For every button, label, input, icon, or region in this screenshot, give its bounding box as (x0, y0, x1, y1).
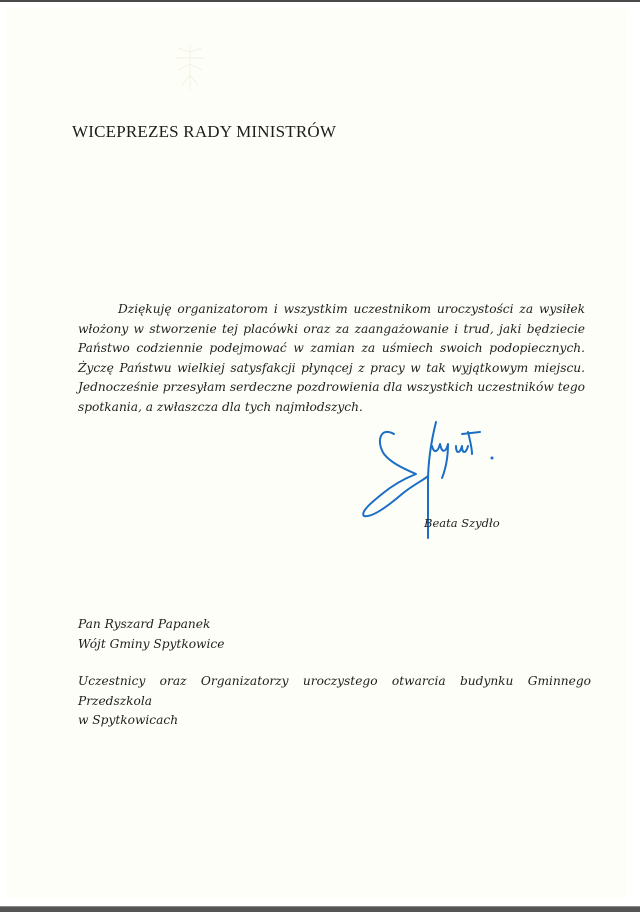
eagle-emblem-watermark-icon (170, 40, 210, 95)
top-frame-border (0, 0, 640, 2)
secondary-recipients (78, 672, 591, 731)
recipient-name: Pan Ryszard Papanek (78, 617, 211, 631)
letter-page (6, 9, 627, 898)
signer-name: Beata Szydło (424, 516, 500, 530)
secondary-recipients-line-1: Uczestnicy oraz Organizatorzy uroczystego otwarcia budynku Gminnego Przedszkola (78, 674, 591, 708)
letter-heading: WICEPREZES RADY MINISTRÓW (72, 122, 337, 141)
letter-body-paragraph: Dziękuję organizatorom i wszystkim uczestnikom uroczystości za wysiłek włożony w stworzenie tej placówki oraz za zaangażowanie i trud, jaki będziecie Państwo codziennie podejmować w zamian za uśmiech swoich podopiecznych. Życzę Państwu wielkiej satysfakcji płynącej z pracy w tak wyjątkowym miejscu. Jednocześnie przesyłam serdeczne pozdrowienia dla wszystkich uczestników tego spotkania, a zwłaszcza dla tych najmłodszych. (78, 302, 585, 414)
secondary-recipients-line-2: w Spytkowicach (78, 713, 179, 728)
recipient-title: Wójt Gminy Spytkowice (78, 637, 225, 651)
bottom-frame-border (0, 906, 640, 912)
